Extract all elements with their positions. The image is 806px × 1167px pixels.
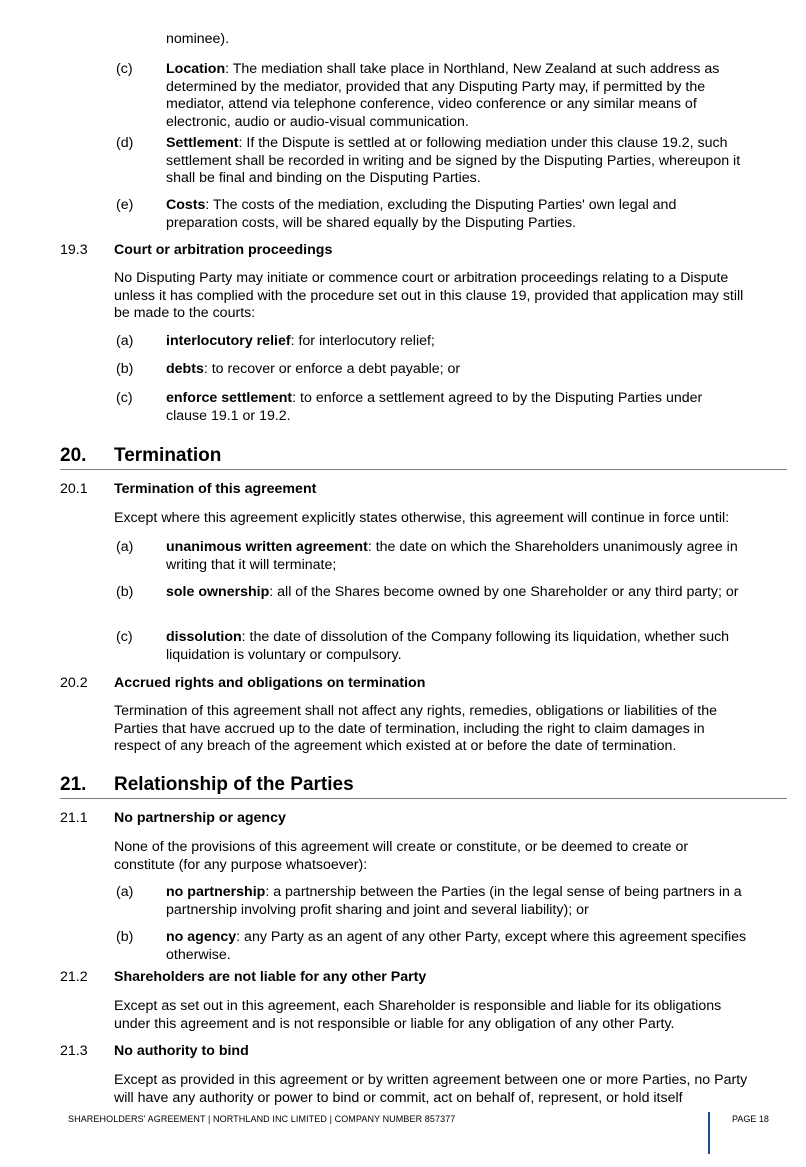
item-label: (e) — [116, 197, 134, 213]
clause-number: 21.1 — [60, 810, 88, 826]
clause-intro: None of the provisions of this agreement will create or constitute, or be deemed to create or constitute (for any purpose whatsoever): — [114, 839, 689, 873]
section-heading: Termination — [114, 445, 222, 466]
footer-divider — [708, 1112, 710, 1154]
item-label: (c) — [116, 390, 133, 406]
clause-heading: Termination of this agreement — [114, 481, 317, 497]
defined-term: unanimous written agreement — [166, 539, 368, 555]
item-text: : for interlocutory relief; — [290, 333, 435, 349]
defined-term: no partnership — [166, 884, 266, 900]
list-item — [166, 333, 766, 351]
clause-number: 19.3 — [60, 242, 88, 258]
list-item — [166, 390, 736, 425]
item-label: (a) — [116, 884, 134, 900]
clause-heading: No authority to bind — [114, 1043, 249, 1059]
list-item — [166, 884, 766, 919]
item-label: (a) — [116, 539, 134, 555]
item-text: : the date of dissolution of the Company following its liquidation, whether such liquidation is voluntary or compulsory. — [166, 629, 730, 663]
list-item — [166, 361, 766, 379]
item-label: (c) — [116, 629, 133, 645]
section-rule — [60, 798, 787, 799]
item-label: (c) — [116, 61, 133, 77]
list-item — [166, 197, 726, 232]
list-item — [166, 629, 766, 664]
clause-body: Except as set out in this agreement, each Shareholder is responsible and liable for its obligations under this agreement and is not responsible or liable for any obligation of any other Party. — [114, 998, 722, 1032]
defined-term: Settlement — [166, 135, 239, 151]
continuation-text: nominee). — [166, 31, 230, 47]
list-item — [166, 135, 756, 188]
clause-heading: Accrued rights and obligations on termination — [114, 675, 426, 691]
item-label: (b) — [116, 584, 134, 600]
defined-term: dissolution — [166, 629, 242, 645]
defined-term: sole ownership — [166, 584, 270, 600]
item-text: : If the Dispute is settled at or following mediation under this clause 19.2, such settlement shall be recorded in writing and be signed by the Disputing Parties, whereupon it shall be final and binding on the Disputing Parties. — [166, 135, 741, 186]
item-label: (a) — [116, 333, 134, 349]
defined-term: Costs — [166, 197, 206, 213]
clause-intro: No Disputing Party may initiate or commence court or arbitration proceedings relating to a Dispute unless it has complied with the procedure set out in this clause 19, provided that application may still be made to the courts: — [114, 270, 744, 321]
clause-number: 20.2 — [60, 675, 88, 691]
defined-term: interlocutory relief — [166, 333, 291, 349]
section-rule — [60, 469, 787, 470]
list-item — [166, 929, 756, 964]
list-item — [166, 584, 756, 602]
defined-term: enforce settlement — [166, 390, 293, 406]
item-text: : a partnership between the Parties (in the legal sense of being partners in a partnership involving profit sharing and joint and several liability); or — [166, 884, 742, 918]
list-item — [166, 539, 756, 574]
clause-heading: Shareholders are not liable for any other Party — [114, 969, 427, 985]
item-text: : the date on which the Shareholders unanimously agree in writing that it will terminate; — [166, 539, 738, 573]
section-number: 21. — [60, 774, 87, 795]
clause-heading: No partnership or agency — [114, 810, 286, 826]
clause-number: 21.2 — [60, 969, 88, 985]
list-item — [166, 61, 756, 131]
item-text: : to enforce a settlement agreed to by the Disputing Parties under clause 19.1 or 19.2. — [166, 390, 703, 424]
item-text: : to recover or enforce a debt payable; or — [203, 361, 461, 377]
clause-heading: Court or arbitration proceedings — [114, 242, 333, 258]
clause-number: 20.1 — [60, 481, 88, 497]
item-label: (b) — [116, 361, 134, 377]
clause-body: Termination of this agreement shall not affect any rights, remedies, obligations or liabilities of the Parties that have accrued up to the date of termination, including the right to claim damages in respect of any breach of the agreement which existed at or before the date of termination. — [114, 703, 718, 754]
clause-intro: Except where this agreement explicitly states otherwise, this agreement will continue in force until: — [114, 510, 730, 526]
item-text: : any Party as an agent of any other Party, except where this agreement specifies otherwise. — [166, 929, 747, 963]
section-number: 20. — [60, 445, 87, 466]
defined-term: Location — [166, 61, 226, 77]
clause-number: 21.3 — [60, 1043, 88, 1059]
item-text: : The costs of the mediation, excluding the Disputing Parties' own legal and preparation costs, will be shared equally by the Disputing Parties. — [166, 197, 677, 231]
page-number: PAGE 18 — [732, 1114, 769, 1124]
item-label: (b) — [116, 929, 134, 945]
defined-term: no agency — [166, 929, 237, 945]
item-text: : all of the Shares become owned by one Shareholder or any third party; or — [269, 584, 739, 600]
footer-text: SHAREHOLDERS' AGREEMENT | NORTHLAND INC LIMITED | COMPANY NUMBER 857377 — [68, 1114, 456, 1124]
item-text: : The mediation shall take place in Northland, New Zealand at such address as determined by the mediator, provided that any Disputing Party may, if permitted by the mediator, attend via telephone conference, video conference or any similar means of electronic, audio or audio-visual communication. — [166, 61, 720, 130]
item-label: (d) — [116, 135, 134, 151]
defined-term: debts — [166, 361, 204, 377]
section-heading: Relationship of the Parties — [114, 774, 354, 795]
clause-body: Except as provided in this agreement or by written agreement between one or more Parties, no Party will have any authority or power to bind or commit, act on behalf of, represent, or hold itself — [114, 1072, 748, 1106]
